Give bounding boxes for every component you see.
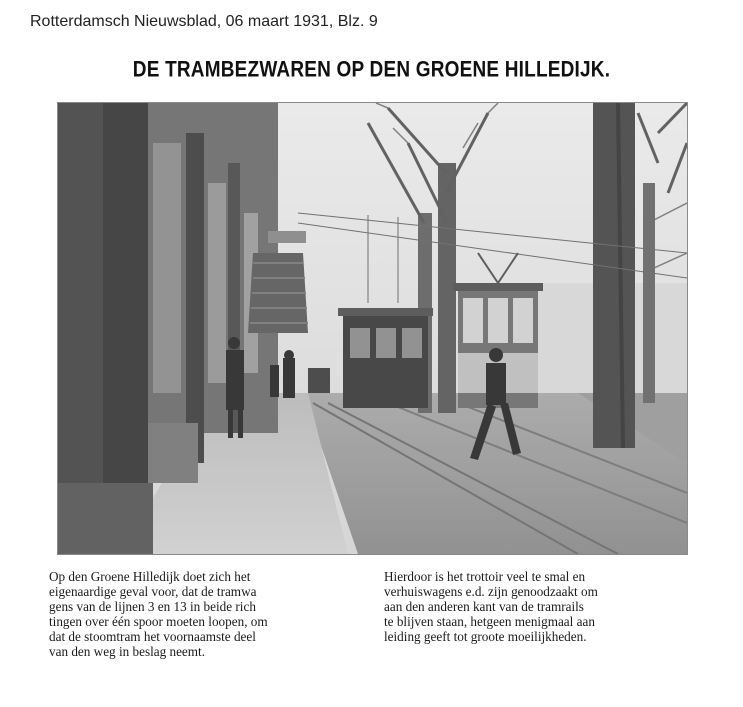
article-headline: DE TRAMBEZWAREN OP DEN GROENE HILLEDIJK. (132, 58, 611, 83)
article-line: te blijven staan, hetgeen menigmaal aan (384, 614, 595, 629)
article-line: Op den Groene Hilledijk doet zich het (49, 569, 251, 584)
article-line: verhuiswagens e.d. zijn genoodzaakt om (384, 584, 598, 599)
article-line: gens van de lijnen 3 en 13 in beide rich (49, 599, 256, 614)
article-line: aan den anderen kant van de tramrails (384, 599, 584, 614)
article-line: dat de stoomtram het voornaamste deel (49, 629, 256, 644)
source-citation: Rotterdamsch Nieuwsblad, 06 maart 1931, Blz. 9 (30, 13, 378, 30)
article-line: van den weg in beslag neemt. (49, 644, 206, 659)
article-column-1 (49, 569, 364, 659)
article-line: tingen over één spoor moeten loopen, om (49, 614, 268, 629)
article-line: Hierdoor is het trottoir veel te smal en (384, 569, 586, 584)
article-line: leiding geeft tot groote moeilijkheden. (384, 629, 587, 644)
article-line: eigenaardige geval voor, dat de tramwa (49, 584, 257, 599)
street-scene-photo (57, 102, 688, 555)
article-column-2 (384, 569, 702, 644)
